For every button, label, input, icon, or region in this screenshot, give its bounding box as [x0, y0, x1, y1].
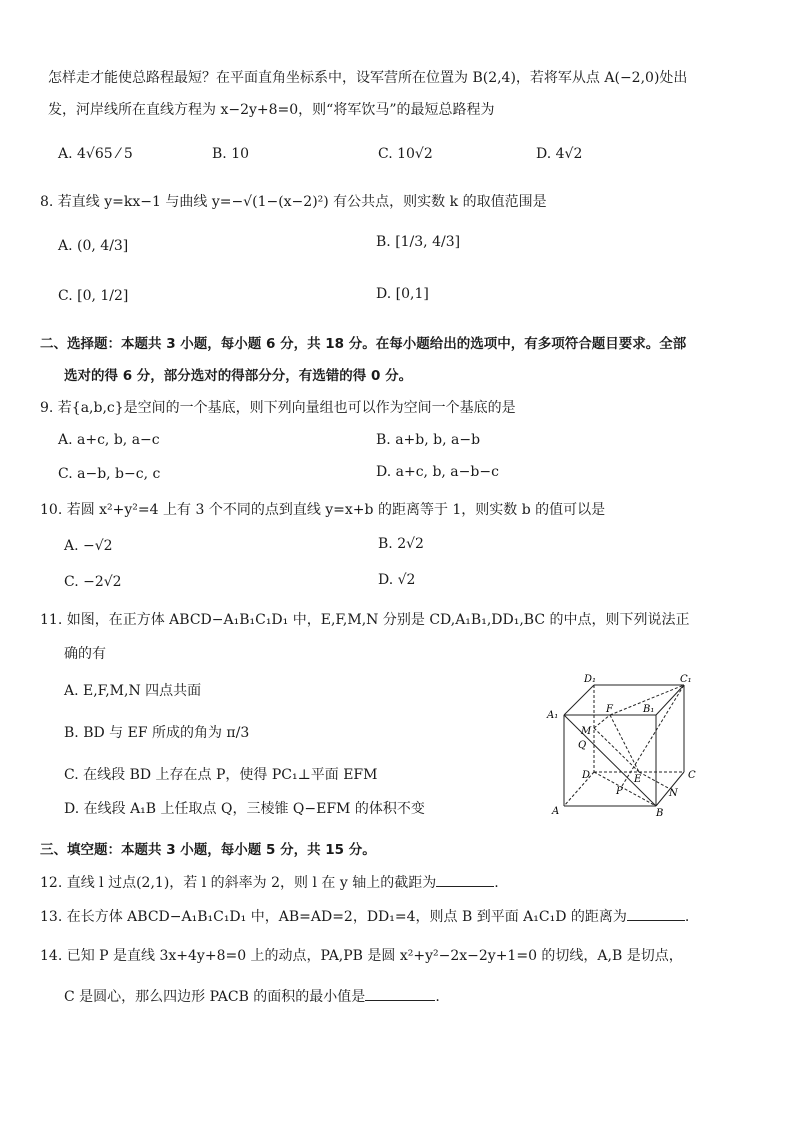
label-e: E [634, 774, 642, 785]
label-m: M [581, 726, 592, 737]
q11-option-a: A. E,F,M,N 四点共面 [64, 683, 202, 699]
q14-line2 [64, 986, 440, 1007]
edge-a1-d1 [564, 685, 594, 715]
segment-a1-b [564, 715, 656, 806]
label-q: Q [578, 740, 587, 751]
q12 [40, 872, 499, 893]
q7-option-a: A. 4√65 ⁄ 5 [58, 146, 133, 162]
q8-option-c: C. [0, 1/2] [58, 288, 129, 304]
q10-stem: 10. 若圆 x²+y²=4 上有 3 个不同的点到直线 y=x+b 的距离等于 1，则实数 b 的值可以是 [40, 502, 606, 518]
q10-option-d: D. √2 [378, 572, 416, 588]
q13-stem: 13. 在长方体 ABCD−A₁B₁C₁D₁ 中，AB=AD=2，DD₁=4，则点 B 到平面 A₁C₁D 的距离为 [40, 909, 627, 925]
q7-stem-line1: 怎样走才能使总路程最短？在平面直角坐标系中，设军营所在位置为 B(2,4)，若将军从点 A(−2,0)处出 [48, 70, 688, 86]
q9-option-c: C. a−b, b−c, c [58, 466, 161, 482]
q12-stem: 12. 直线 l 过点(2,1)，若 l 的斜率为 2，则 l 在 y 轴上的截距为 [40, 875, 437, 891]
q12-end: . [494, 875, 499, 891]
q10-option-a: A. −√2 [64, 538, 113, 554]
label-c1: C₁ [680, 674, 692, 685]
q9-option-a: A. a+c, b, a−c [58, 432, 160, 448]
label-n: N [669, 788, 678, 799]
segment-m-f [594, 715, 610, 728]
label-b: B [656, 808, 664, 818]
q13 [40, 906, 689, 927]
q8-option-a: A. (0, 4/3] [58, 238, 129, 254]
q10-option-b: B. 2√2 [378, 536, 424, 552]
segment-m-e [594, 728, 639, 772]
q7-option-c: C. 10√2 [378, 146, 433, 162]
q13-end: . [684, 909, 690, 925]
segment-d-b [594, 772, 656, 806]
q11-option-b: B. BD 与 EF 所成的角为 π/3 [64, 725, 250, 741]
q11-option-d: D. 在线段 A₁B 上任取点 Q，三棱锥 Q−EFM 的体积不变 [64, 801, 425, 817]
q14-stem-line1: 14. 已知 P 是直线 3x+4y+8=0 上的动点，PA,PB 是圆 x²+y²−2x−2y+1=0 的切线，A,B 是切点， [40, 948, 683, 964]
segment-e-n [639, 772, 670, 789]
q12-answer-blank [436, 872, 494, 887]
label-b1: B₁ [643, 704, 655, 715]
q7-option-d: D. 4√2 [536, 146, 583, 162]
q10-option-c: C. −2√2 [64, 574, 122, 590]
q14-stem-line2: C 是圆心，那么四边形 PACB 的面积的最小值是 [64, 989, 366, 1005]
label-d1: D₁ [584, 674, 597, 685]
q9-stem: 9. 若{a,b,c}是空间的一个基底，则下列向量组也可以作为空间一个基底的是 [40, 400, 516, 416]
section2-heading-line1: 二、选择题：本题共 3 小题，每小题 6 分，共 18 分。在每小题给出的选项中，有多项符合题目要求。全部 [40, 336, 687, 352]
label-c: C [688, 770, 696, 781]
q9-option-b: B. a+b, b, a−b [376, 432, 481, 448]
segment-f-e [610, 715, 639, 772]
q7-stem-line2: 发，河岸线所在直线方程为 x−2y+8=0，则“将军饮马”的最短总路程为 [48, 102, 495, 118]
q11-stem-line1: 11. 如图，在正方体 ABCD−A₁B₁C₁D₁ 中，E,F,M,N 分别是 CD,A₁B₁,DD₁,BC 的中点，则下列说法正 [40, 612, 690, 628]
label-f: F [606, 704, 613, 715]
label-a1: A₁ [547, 710, 559, 721]
cube-figure [540, 668, 710, 818]
q11-option-c: C. 在线段 BD 上存在点 P，使得 PC₁⊥平面 EFM [64, 767, 378, 783]
q14-answer-blank [365, 986, 435, 1001]
q9-option-d: D. a+c, b, a−b−c [376, 464, 499, 480]
q13-answer-blank [627, 906, 685, 921]
q8-option-d: D. [0,1] [376, 286, 429, 302]
q8-stem: 8. 若直线 y=kx−1 与曲线 y=−√(1−(x−2)²) 有公共点，则实数 k 的取值范围是 [40, 194, 547, 210]
section2-heading-line2: 选对的得 6 分，部分选对的得部分分，有选错的得 0 分。 [64, 368, 413, 384]
q7-option-b: B. 10 [212, 146, 250, 162]
segment-p-c1 [622, 685, 684, 786]
q11-stem-line2: 确的有 [64, 646, 106, 662]
q8-option-b: B. [1/3, 4/3] [376, 234, 461, 250]
edge-b1-c1 [656, 685, 684, 715]
label-p: P [616, 786, 623, 797]
q14-end: . [435, 989, 440, 1005]
label-d: D [582, 770, 591, 781]
section3-heading: 三、填空题：本题共 3 小题，每小题 5 分，共 15 分。 [40, 842, 376, 858]
label-a: A [552, 806, 560, 817]
